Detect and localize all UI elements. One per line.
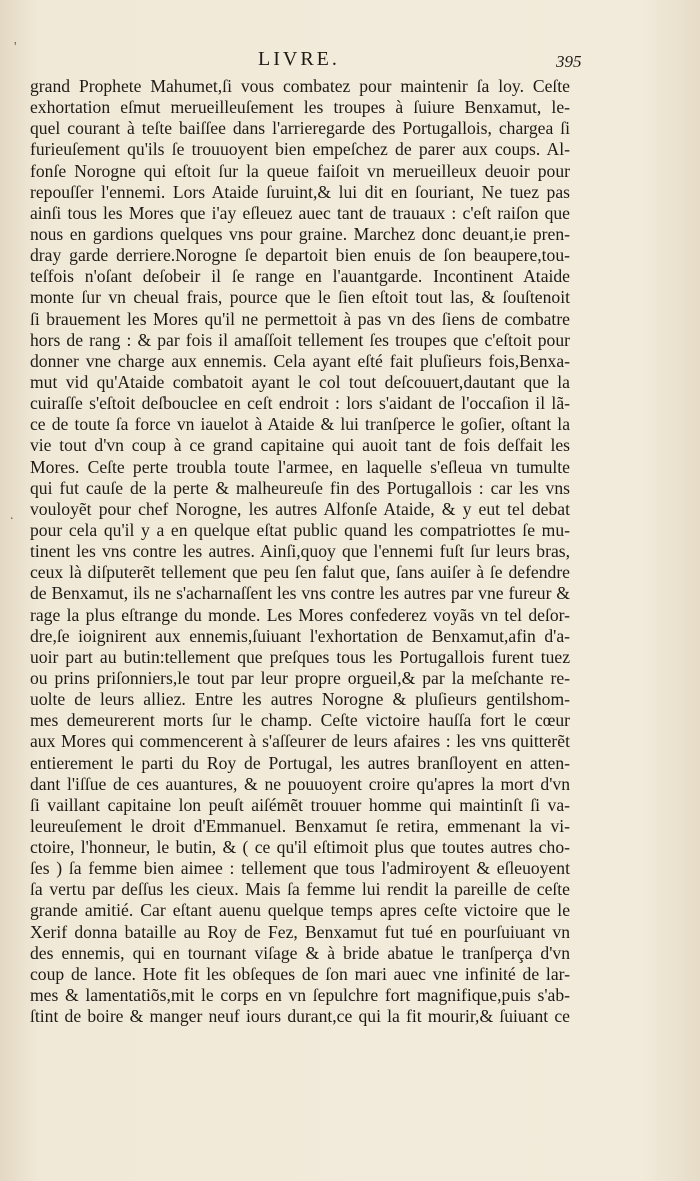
text-line: uoir part au butin:tellement que preſques tous les Portugallois furent tuez: [30, 646, 570, 667]
text-line: ctoire, l'honneur, le butin, & ( ce qu'il eſtimoit plus que toutes autres cho-: [30, 837, 570, 858]
text-line: ſi vaillant capitaine lon peuſt aiſémẽt trouuer homme qui maintinſt ſi va-: [30, 794, 570, 815]
text-line: ſi brauement les Mores qu'il ne permettoit à pas vn des ſiens de combatre: [30, 308, 570, 329]
text-line: vouloyẽt pour chef Norogne, les autres Alfonſe Ataide, & y eut tel debat: [30, 498, 570, 519]
text-line: ainſi tous les Mores que i'ay eſleuez auec tant de trauaux : c'eſt raiſon que: [30, 202, 570, 223]
text-line: ſa vertu par deſſus les cieux. Mais ſa femme lui rendit la pareille de ceſte: [30, 879, 570, 900]
text-line: monte ſur vn cheual frais, pource que le ſien eſtoit tout las, & ſouſtenoit: [30, 287, 570, 308]
text-line: des ennemis, qui en tournant viſage & à bride abatue le tranſperça d'vn: [30, 942, 570, 963]
text-line: vie tout d'vn coup à ce grand capitaine qui auoit tant de fois deſfait les: [30, 435, 570, 456]
text-line: ceux là diſputerẽt tellement que peu ſen falut que, ſans auiſer à ſe defendre: [30, 562, 570, 583]
running-head: LIVRE.: [258, 48, 340, 70]
text-line: exhortation eſmut merueilleuſement les troupes à ſuiure Benxamut, le-: [30, 97, 570, 118]
text-line: mes demeurerent morts ſur le champ. Ceſte victoire hauſſa fort le cœur: [30, 710, 570, 731]
text-line: rage la plus eſtrange du monde. Les Mores confederez voyãs vn tel deſor-: [30, 604, 570, 625]
margin-mark-top: ': [14, 40, 17, 55]
page-header: [0, 46, 700, 76]
text-line: de Benxamut, ils ne s'acharnaſſent les vns contre les autres par vne fureur &: [30, 583, 570, 604]
text-line: ſtint de boire & manger neuf iours durant,ce qui la fit mourir,& ſuiuant ce: [30, 1006, 570, 1027]
text-line: teſfois n'oſant deſobeir il ſe range en l'auantgarde. Incontinent Ataide: [30, 266, 570, 287]
text-line: coup de lance. Hote fit les obſeques de ſon mari auec vne infinité de lar-: [30, 963, 570, 984]
page-number: 395: [556, 52, 582, 71]
text-line: hors de rang : & par fois il amaſſoit tellement ſes troupes que c'eſtoit pour: [30, 329, 570, 350]
text-line: dant l'iſſue de ces auantures, & ne pouuoyent croire qu'apres la mort d'vn: [30, 773, 570, 794]
text-line: nous en gardions quelques vns pour graine. Marchez donc deuant,ie pren-: [30, 223, 570, 244]
body-text: [30, 76, 570, 1027]
text-line: dray garde derriere.Norogne ſe departoit bien enuis de ſon beaupere,tou-: [30, 245, 570, 266]
text-line: cuiraſſe s'eſtoit deſbouclee en ceſt endroit : lors s'aidant de l'occaſion il lã-: [30, 393, 570, 414]
text-line: furieuſement qu'ils ſe trouuoyent bien empeſchez de parer aux coups. Al-: [30, 139, 570, 160]
text-line: mut vid qu'Ataide combatoit ayant le col tout deſcouuert,dautant que la: [30, 371, 570, 392]
text-line: entierement le parti du Roy de Portugal, les autres branſloyent en atten-: [30, 752, 570, 773]
text-line: grand Prophete Mahumet,ſi vous combatez pour maintenir ſa loy. Ceſte: [30, 76, 570, 96]
margin-mark-middle: .: [10, 508, 14, 523]
text-line: tinent les vns contre les autres. Ainſi,quoy que l'ennemi fuſt ſur leurs bras,: [30, 541, 570, 562]
text-line: Xerif donna bataille au Roy de Fez, Benxamut fut tué en pourſuiuant vn: [30, 921, 570, 942]
text-line: ce de toute ſa force vn iauelot à Ataide & lui tranſperce le goſier, oſtant la: [30, 414, 570, 435]
text-line: repouſſer l'ennemi. Lors Ataide ſuruint,& lui dit en ſouriant, Ne tuez pas: [30, 181, 570, 202]
text-line: quel courant à teſte baiſſee dans l'arrieregarde des Portugallois, chargea ſi: [30, 118, 570, 139]
text-line: leureuſement le droit d'Emmanuel. Benxamut ſe retira, emmenant la vi-: [30, 815, 570, 836]
text-line: ſes ) ſa femme bien aimee : tellement que tous l'admiroyent & eſleuoyent: [30, 858, 570, 879]
text-line: dre,ſe ioignirent aux ennemis,ſuiuant l'exhortation de Benxamut,afin d'a-: [30, 625, 570, 646]
text-line: aux Mores qui commencerent à s'aſſeurer de leurs afaires : les vns quitterẽt: [30, 731, 570, 752]
text-line: grande amitié. Car eſtant auenu quelque temps apres ceſte victoire que le: [30, 900, 570, 921]
text-line: fonſe Norogne qui eſtoit ſur la queue faiſoit vn merueilleux deuoir pour: [30, 160, 570, 181]
text-line: Mores. Ceſte perte troubla toute l'armee, en laquelle s'eſleua vn tumulte: [30, 456, 570, 477]
text-line: qui fut cauſe de la perte & malheureuſe fin des Portugallois : car les vns: [30, 477, 570, 498]
text-line: mes & lamentatiõs,mit le corps en vn ſepulchre fort magnifique,puis s'ab-: [30, 985, 570, 1006]
text-line: uolte de leurs alliez. Entre les autres Norogne & pluſieurs gentilshom-: [30, 689, 570, 710]
text-line: ou prins priſonniers,le tout par leur propre orgueil,& par la meſchante re-: [30, 667, 570, 688]
text-line: pour cela qu'il y a en quelque eſtat public quand les compatriottes ſe mu-: [30, 519, 570, 540]
text-line: donner vne charge aux ennemis. Cela ayant eſté fait pluſieurs fois,Benxa-: [30, 350, 570, 371]
